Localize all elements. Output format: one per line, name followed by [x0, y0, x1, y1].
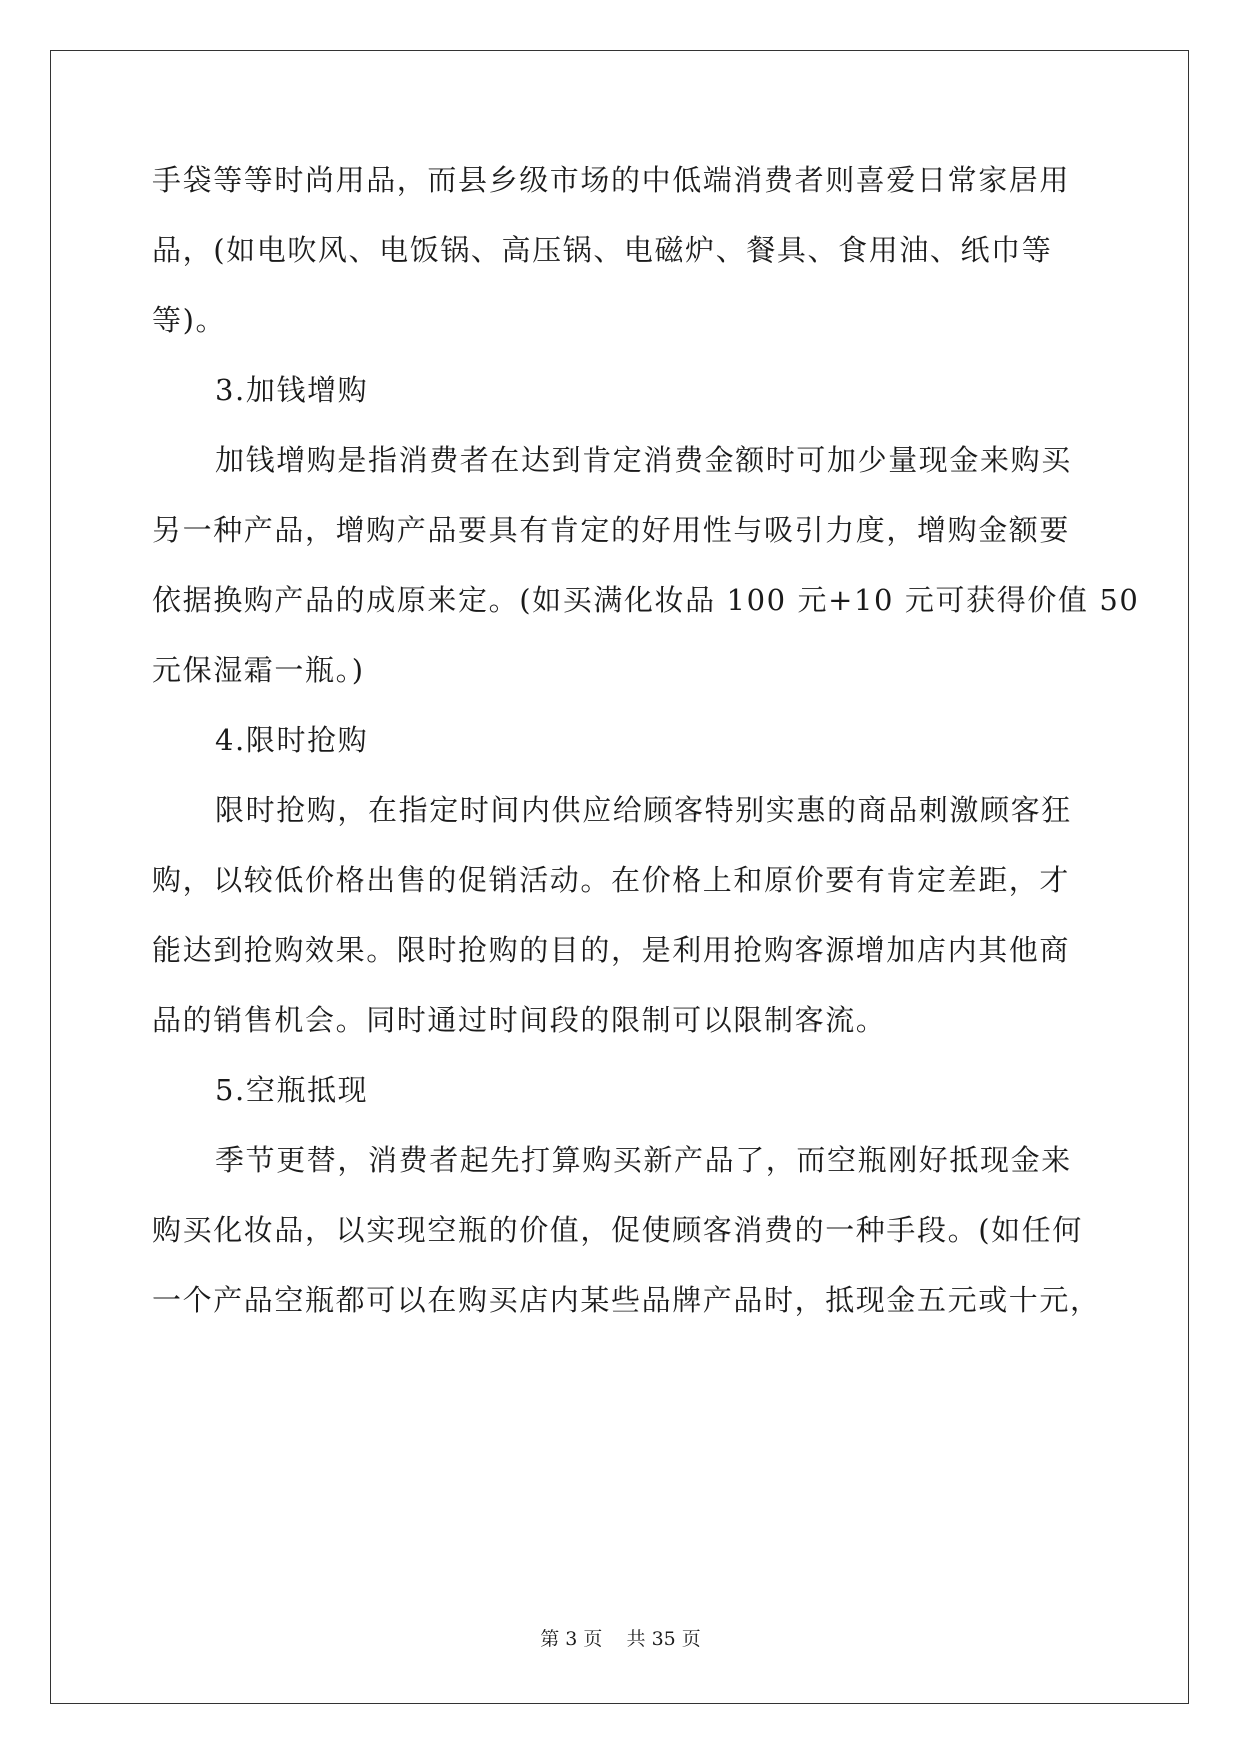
section-heading: 3.加钱增购: [215, 373, 369, 407]
section-heading: 4.限时抢购: [215, 723, 369, 757]
section-heading: 5.空瓶抵现: [215, 1073, 369, 1107]
page-footer: 第 3 页 共 35 页: [540, 1628, 701, 1650]
body-line: 品，(如电吹风、电饭锅、高压锅、电磁炉、餐具、食用油、纸巾等: [152, 233, 1053, 267]
body-line: 购，以较低价格出售的促销活动。在价格上和原价要有肯定差距，才: [152, 863, 1071, 897]
body-line: 季节更替，消费者起先打算购买新产品了，而空瓶刚好抵现金来: [215, 1143, 1072, 1177]
body-line: 手袋等等时尚用品，而县乡级市场的中低端消费者则喜爱日常家居用: [152, 163, 1071, 197]
body-line: 另一种产品，增购产品要具有肯定的好用性与吸引力度，增购金额要: [152, 513, 1071, 547]
body-line: 购买化妆品，以实现空瓶的价值，促使顾客消费的一种手段。(如任何: [152, 1213, 1083, 1247]
body-line: 能达到抢购效果。限时抢购的目的，是利用抢购客源增加店内其他商: [152, 933, 1071, 967]
body-line: 品的销售机会。同时通过时间段的限制可以限制客流。: [152, 1003, 887, 1037]
body-line: 元保湿霜一瓶。): [152, 653, 365, 687]
body-line: 加钱增购是指消费者在达到肯定消费金额时可加少量现金来购买: [215, 443, 1072, 477]
body-line: 依据换购产品的成原来定。(如买满化妆品 100 元+10 元可获得价值 50: [152, 583, 1140, 617]
body-line: 等)。: [152, 303, 227, 337]
body-line: 限时抢购，在指定时间内供应给顾客特别实惠的商品刺激顾客狂: [215, 793, 1072, 827]
body-line: 一个产品空瓶都可以在购买店内某些品牌产品时，抵现金五元或十元，: [152, 1283, 1101, 1317]
